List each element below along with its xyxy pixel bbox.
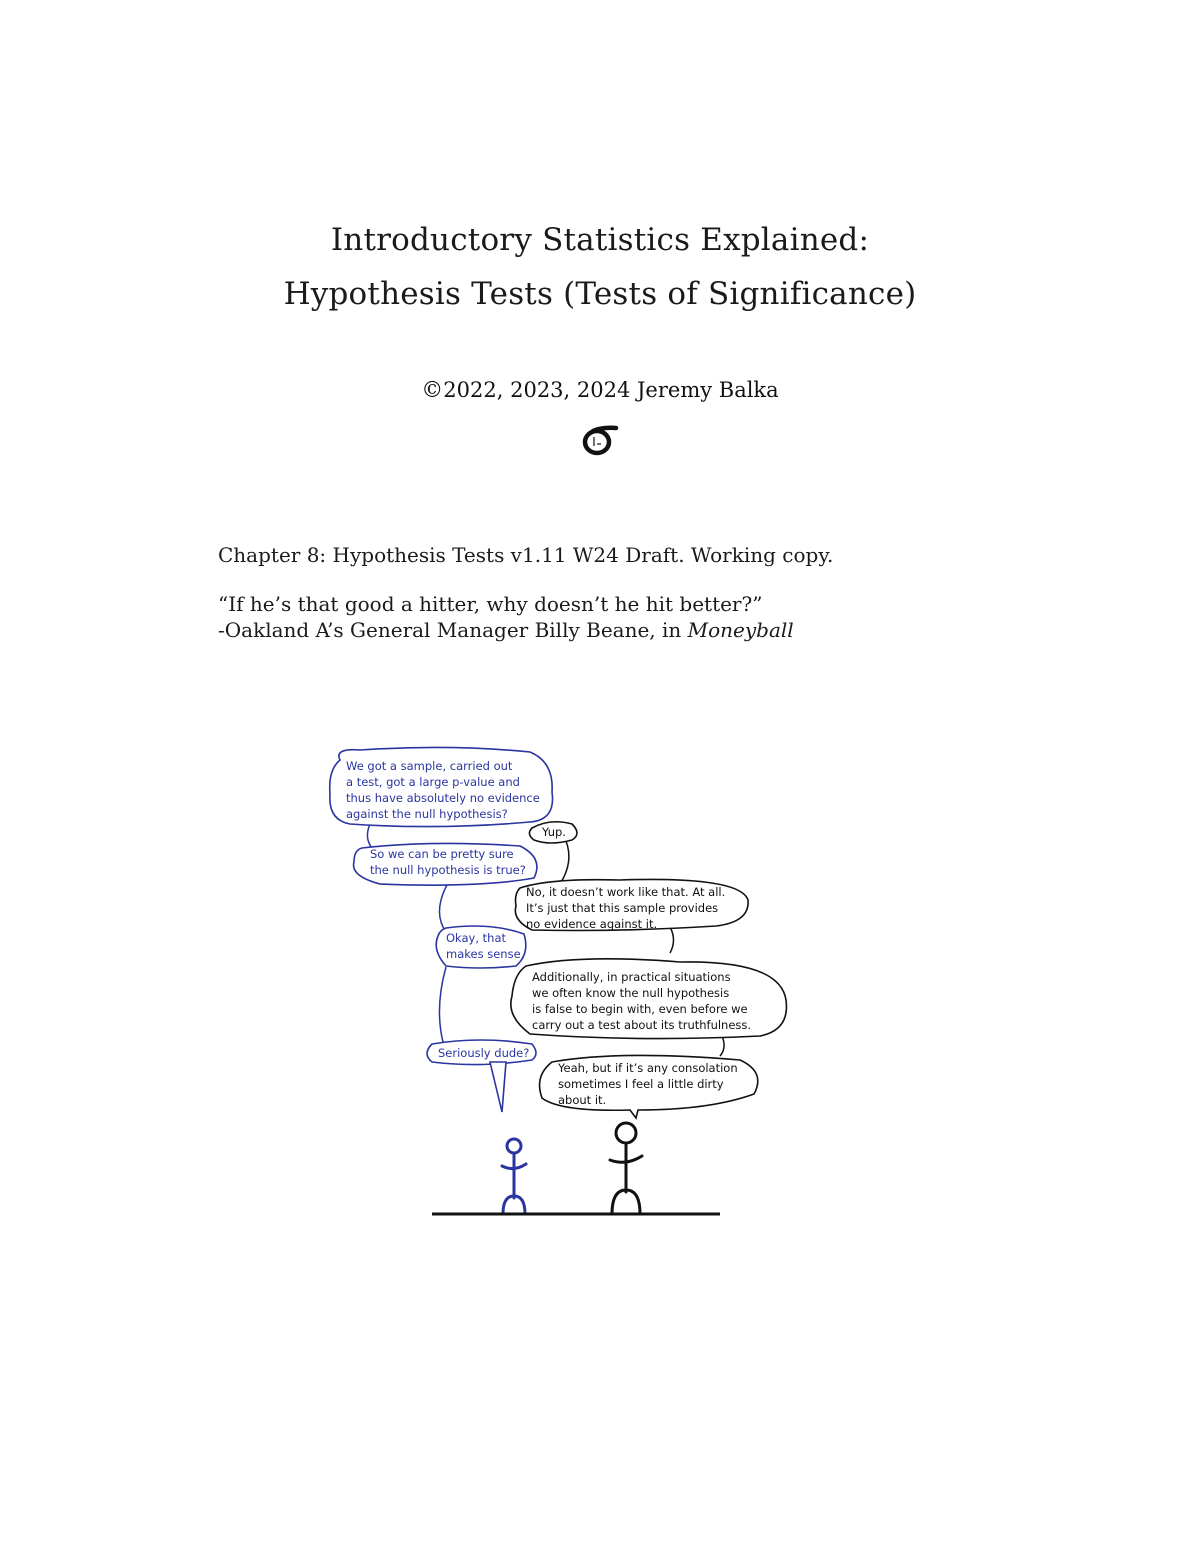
- bubble-text-line: sometimes I feel a little dirty: [558, 1077, 724, 1091]
- epigraph-attribution: [218, 618, 794, 642]
- student-connector-1: [367, 824, 372, 848]
- bubble-text-line: no evidence against it.: [526, 917, 658, 931]
- attribution-prefix: -Oakland A’s General Manager Billy Beane, in: [218, 618, 688, 642]
- bubble-text-line: makes sense.: [446, 947, 525, 961]
- bubble-text-line: the null hypothesis is true?: [370, 863, 526, 877]
- copyright-symbol: ©: [421, 378, 444, 403]
- attribution-work-title: Moneyball: [687, 618, 794, 642]
- copyright-notice: [0, 378, 1200, 403]
- bubble-text-line: No, it doesn’t work like that. At all.: [526, 885, 726, 899]
- epigraph-quote: “If he’s that good a hitter, why doesn’t he hit better?”: [218, 592, 763, 616]
- bubble-text-line: we often know the null hypothesis: [532, 986, 730, 1000]
- bubble-text-line: carry out a test about its truthfulness.: [532, 1018, 752, 1032]
- bubble-text-line: about it.: [558, 1093, 607, 1107]
- professor-connector-1: [560, 841, 569, 884]
- student-stick-figure: [502, 1139, 526, 1214]
- student-connector-2: [439, 883, 448, 932]
- stick-figure-comic: [320, 740, 800, 1230]
- bubble-text-line: Yeah, but if it’s any consolation: [558, 1061, 738, 1075]
- bubble-text-line: Additionally, in practical situations: [532, 970, 731, 984]
- bubble-text-line: thus have absolutely no evidence: [346, 791, 540, 805]
- chapter-note: Chapter 8: Hypothesis Tests v1.11 W24 Draft. Working copy.: [218, 543, 834, 567]
- bubble-text-line: It’s just that this sample provides: [526, 901, 719, 915]
- bubble-text-line: is false to begin with, even before we: [532, 1002, 748, 1016]
- bubble-text-line: against the null hypothesis?: [346, 807, 508, 821]
- professor-connector-2: [670, 927, 674, 953]
- bubble-text-line: Seriously dude?: [438, 1046, 530, 1060]
- copyright-text: 2022, 2023, 2024 Jeremy Balka: [443, 378, 779, 402]
- bubble-text-line: We got a sample, carried out: [346, 759, 513, 773]
- student-bubble-4-text: [438, 1046, 529, 1060]
- bubble-text-line: Yup.: [542, 825, 566, 839]
- bubble-text-line: So we can be pretty sure: [370, 847, 514, 861]
- sigma-logo-icon: [578, 420, 620, 460]
- bubble-text-line: a test, got a large p-value and: [346, 775, 520, 789]
- professor-stick-figure: [610, 1123, 642, 1214]
- title-line-1: Introductory Statistics Explained:: [330, 222, 870, 258]
- bubble-text-line: Okay, that: [446, 931, 507, 945]
- professor-connector-3: [720, 1036, 724, 1056]
- student-connector-3: [439, 967, 446, 1046]
- title-line-2: Hypothesis Tests (Tests of Significance): [283, 276, 917, 312]
- professor-bubble-1-text: [541, 825, 566, 839]
- student-speech-tail: [490, 1062, 506, 1112]
